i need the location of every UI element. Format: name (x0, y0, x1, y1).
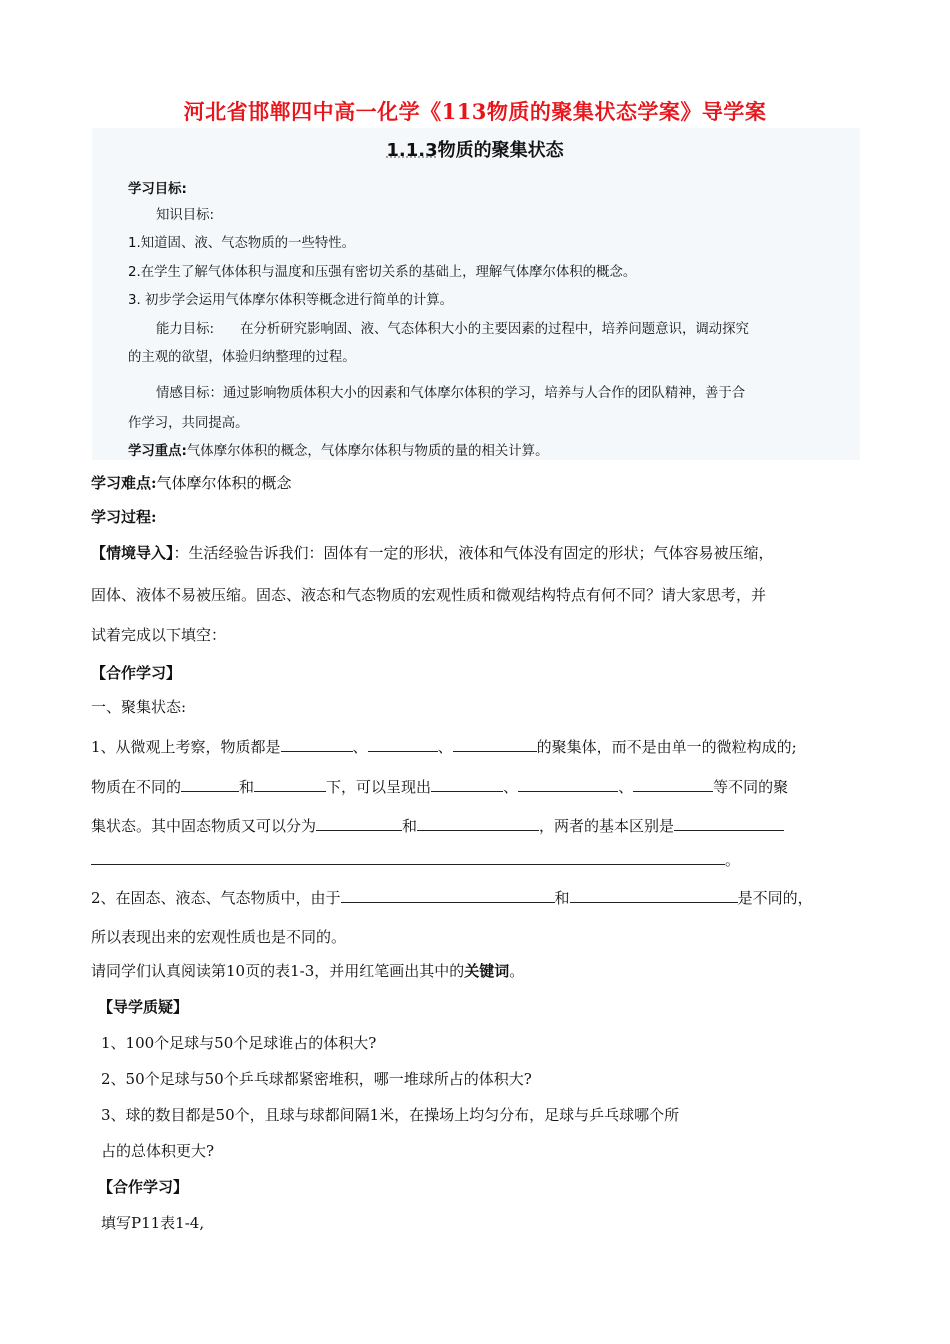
p2-sep-2: 、 (618, 777, 634, 796)
paragraph-1 (91, 735, 797, 757)
difficulty-text: 气体摩尔体积的概念 (156, 474, 292, 492)
p5-text-b: 是不同的， (737, 888, 813, 907)
blank-4[interactable] (181, 775, 239, 792)
p1-text-a: 1、从微观上考察，物质都是 (91, 737, 281, 756)
subtitle-text: 物质的聚集状态 (437, 140, 564, 161)
blank-9[interactable] (316, 814, 402, 831)
blank-1[interactable] (281, 735, 353, 752)
intro-line-3: 试着完成以下填空： (91, 626, 227, 644)
section-1-heading: 一、聚集状态: (91, 698, 187, 716)
p2-text-b: 下，可以呈现出 (326, 777, 432, 796)
goals-heading: 学习目标: (128, 182, 187, 197)
document-subtitle (0, 136, 950, 162)
key-points (128, 440, 548, 459)
p3-text-b: ，两者的基本区别是 (539, 816, 675, 835)
paragraph-2 (91, 775, 788, 797)
question-1: 1、100个足球与50个足球谁占的体积大? (101, 1034, 377, 1052)
paragraph-7 (91, 960, 524, 981)
blank-6[interactable] (431, 775, 503, 792)
blank-8[interactable] (633, 775, 713, 792)
paragraph-5 (91, 886, 813, 908)
paragraph-6: 所以表现出来的宏观性质也是不同的。 (91, 928, 347, 946)
question-2: 2、50个足球与50个乒乓球都紧密堆积，哪一堆球所占的体积大? (101, 1070, 532, 1088)
emotion-goal-line-2: 作学习，共同提高。 (128, 416, 249, 431)
paragraph-3 (91, 814, 784, 836)
p1-text-b: 的聚集体，而不是由单一的微粒构成的; (536, 737, 797, 756)
p2-text-a: 物质在不同的 (91, 777, 182, 796)
key-text: 气体摩尔体积的概念，气体摩尔体积与物质的量的相关计算。 (186, 444, 549, 459)
p2-sep-1: 、 (503, 777, 519, 796)
coop-learning-label-2: 【合作学习】 (98, 1178, 189, 1196)
blank-11[interactable] (674, 814, 784, 831)
key-label: 学习重点: (128, 444, 187, 459)
blank-5[interactable] (254, 775, 326, 792)
intro-text-1: ：生活经验告诉我们：固体有一定的形状，液体和气体没有固定的形状；气体容易被压缩， (173, 544, 774, 562)
blank-2[interactable] (368, 735, 438, 752)
blank-12[interactable] (91, 848, 725, 865)
difficulty-label: 学习难点: (91, 474, 157, 492)
blank-7[interactable] (518, 775, 618, 792)
ability-label: 能力目标: (156, 322, 215, 337)
blank-3[interactable] (453, 735, 537, 752)
p5-and: 和 (554, 888, 570, 907)
p2-text-c: 等不同的聚 (713, 777, 789, 796)
question-3-line-2: 占的总体积更大? (101, 1142, 215, 1160)
blank-14[interactable] (570, 886, 738, 903)
p3-and: 和 (402, 816, 418, 835)
intro-line-1 (91, 542, 774, 563)
blank-10[interactable] (417, 814, 539, 831)
intro-label: 【情境导入】 (91, 544, 174, 562)
paragraph-4 (91, 848, 740, 870)
emotion-goal-line-1: 情感目标：通过影响物质体积大小的因素和气体摩尔体积的学习，培养与人合作的团队精神，善于合 (156, 386, 746, 401)
p5-text-a: 2、在固态、液态、气态物质中，由于 (91, 888, 341, 907)
document-title: 河北省邯郸四中高一化学《113物质的聚集状态学案》导学案 (183, 99, 767, 124)
ability-goal-line-1 (156, 318, 749, 337)
fill-table-instruction: 填写P11表1-4, (101, 1214, 205, 1232)
difficulty-line (91, 472, 292, 493)
p3-text-a: 集状态。其中固态物质又可以分为 (91, 816, 317, 835)
question-3-line-1: 3、球的数目都是50个，且球与球都间隔1米，在操场上均匀分布，足球与乒乓球哪个所 (101, 1106, 680, 1124)
coop-learning-label-1: 【合作学习】 (91, 664, 182, 682)
p1-sep-1: 、 (352, 737, 368, 756)
knowledge-goal-3: 3. 初步学会运用气体摩尔体积等概念进行简单的计算。 (128, 293, 454, 308)
p7-keyword: 关键词 (464, 962, 510, 980)
p1-sep-2: 、 (437, 737, 453, 756)
subtitle-number: 1.1.3 (386, 140, 438, 161)
p2-and: 和 (239, 777, 255, 796)
knowledge-goals-heading: 知识目标: (156, 208, 215, 223)
p7-text-a: 请同学们认真阅读第10页的表1-3，并用红笔画出其中的 (91, 962, 465, 980)
process-label: 学习过程: (91, 508, 157, 526)
p4-end: 。 (725, 850, 741, 869)
knowledge-goal-2: 2.在学生了解气体体积与温度和压强有密切关系的基础上，理解气体摩尔体积的概念。 (128, 265, 637, 280)
blank-13[interactable] (341, 886, 555, 903)
intro-line-2: 固体、液体不易被压缩。固态、液态和气态物质的宏观性质和微观结构特点有何不同？请大家思考，并 (91, 586, 767, 604)
guide-question-label: 【导学质疑】 (98, 998, 189, 1016)
ability-text: 在分析研究影响固、液、气态体积大小的主要因素的过程中，培养问题意识，调动探究 (240, 322, 749, 337)
ability-goal-line-2: 的主观的欲望，体验归纳整理的过程。 (128, 350, 356, 365)
knowledge-goal-1: 1.知道固、液、气态物质的一些特性。 (128, 236, 356, 251)
p7-end: 。 (509, 962, 525, 980)
